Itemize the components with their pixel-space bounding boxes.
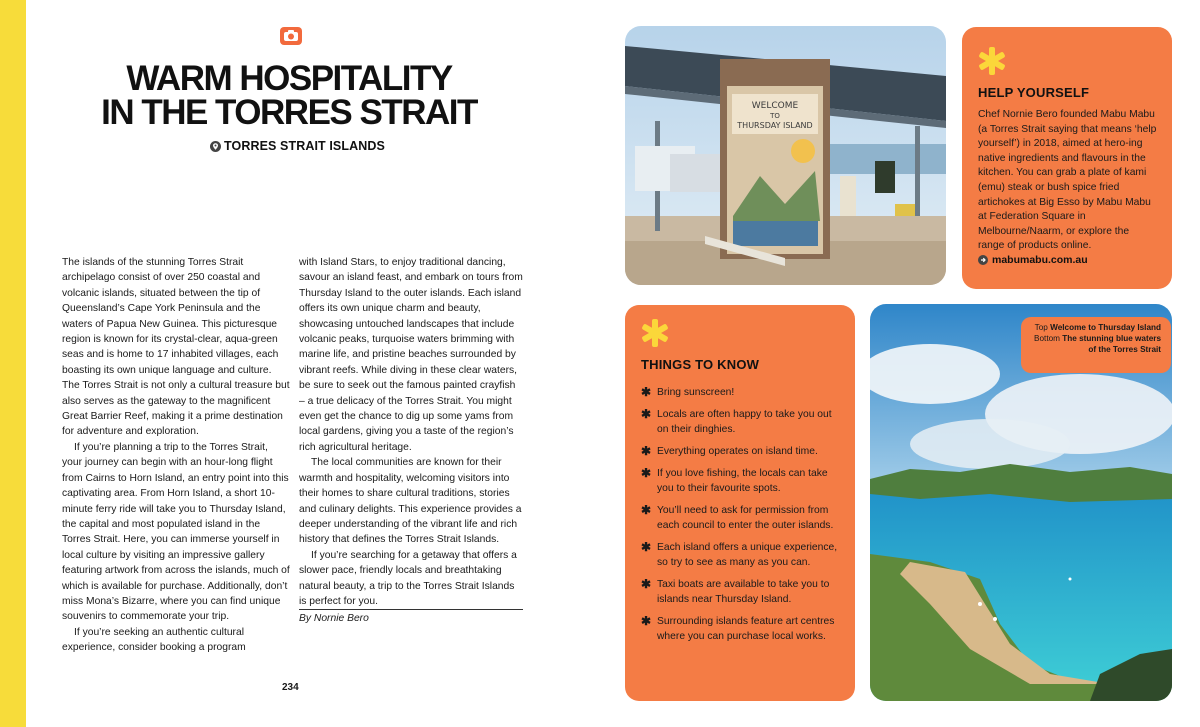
- mabumabu-link[interactable]: [978, 254, 1158, 266]
- list-item: [641, 407, 839, 437]
- list-item-text: Locals are often happy to take you out on their dinghies.: [657, 409, 832, 435]
- list-item-text: Everything operates on island time.: [657, 446, 818, 457]
- help-yourself-heading: HELP YOURSELF: [978, 85, 1090, 100]
- article-paragraph: If you’re planning a trip to the Torres Strait, your journey can begin with an hour-long flight from Cairns to Horn Island, an entry point into this captivating area. From Horn Island, a short 10-minute ferry ride will take you to Thursday Island, the capital and most populated island in the Torres Strait. Here, you can immerse yourself in local culture by visiting an impressive gallery featuring artwork from across the islands, much of which is available for purchase. Additionally, don’t miss Mona’s Bizarre, where you can find unique souvenirs to commemorate your trip.: [62, 441, 290, 623]
- bullet-icon: ✱: [641, 540, 652, 554]
- article-paragraph: The local communities are known for their warmth and hospitality, welcoming visitors into their homes to share cultural traditions, stories and culinary delights. This experience provides a deeper understanding of the vibrant life and rich history that defines the Torres Strait Islands.: [299, 457, 522, 546]
- list-item-text: Taxi boats are available to take you to islands near Thursday Island.: [657, 579, 830, 605]
- bullet-icon: ✱: [641, 614, 652, 628]
- article-paragraph: If you’re searching for a getaway that offers a slower pace, friendly locals and breathtaking natural beauty, a trip to the Torres Strait Islands is perfect for you.: [299, 549, 517, 607]
- web-arrow-icon: [978, 255, 988, 265]
- caption-bottom-text: The stunning blue waters of the Torres Strait: [1062, 334, 1161, 354]
- list-item-text: You’ll need to ask for permission from each council to enter the outer islands.: [657, 505, 834, 531]
- sign-line-1: WELCOME: [751, 101, 799, 111]
- mabumabu-link-text[interactable]: mabumabu.com.au: [992, 253, 1088, 266]
- location-pin-icon: [210, 141, 221, 152]
- photo-thursday-island-shelter: [625, 26, 946, 285]
- title-line-1: WARM HOSPITALITY: [126, 59, 452, 98]
- article-paragraph: The islands of the stunning Torres Strait archipelago consist of over 250 coastal and volcanic islands, situated between the tip of Queensland’s Cape York Peninsula and the waters of Papua New Guinea. This picturesque region is known for its crystal-clear, aqua-green seas and is home to 17 inhabited villages, each boasting its own unique language and culture. The Torres Strait is not only a cultural treasure but also serves as the gateway to the magnificent Great Barrier Reef, making it a prime destination for adventure and exploration.: [62, 257, 290, 438]
- photo-caption: [1021, 317, 1171, 373]
- list-item: [641, 385, 839, 400]
- page-title: [70, 59, 508, 132]
- location-text: TORRES STRAIT ISLANDS: [224, 139, 385, 153]
- caption-bottom: [1027, 333, 1161, 355]
- list-item-text: If you love fishing, the locals can take you to their favourite spots.: [657, 468, 828, 494]
- bullet-icon: ✱: [641, 444, 652, 458]
- sign-line-3: THURSDAY ISLAND: [737, 121, 813, 130]
- article-column-2: [299, 255, 523, 627]
- caption-top: [1027, 322, 1161, 333]
- article-paragraph: with Island Stars, to enjoy traditional dancing, savour an island feast, and embark on tours from Thursday Island to the outer islands. Each island offers its own unique charm and beauty, showcasing untouched landscapes that include volcanic peaks, turquoise waters brimming with marine life, and pristine beaches surrounded by vibrant reefs. While diving in these clear waters, be sure to seek out the famous painted crayfish – a true delicacy of the Torres Strait. You might even get the chance to dig up some yams from local gardens, giving you a taste of the region’s rich agricultural heritage.: [299, 257, 523, 453]
- sign-line-2: TO: [770, 112, 780, 120]
- bullet-icon: ✱: [641, 385, 652, 399]
- article-paragraph: If you’re seeking an authentic cultural experience, consider booking a program: [62, 626, 246, 654]
- caption-bottom-label: Bottom: [1034, 334, 1060, 343]
- bullet-icon: ✱: [641, 577, 652, 591]
- list-item-text: Surrounding islands feature art centres where you can purchase local works.: [657, 616, 835, 642]
- location-label: [210, 139, 385, 153]
- asterisk-star-icon: [641, 319, 669, 347]
- things-to-know-panel: [625, 305, 855, 701]
- list-item: [641, 444, 839, 459]
- things-to-know-list: [641, 385, 839, 644]
- bullet-icon: ✱: [641, 466, 652, 480]
- list-item: [641, 614, 839, 644]
- list-item: [641, 540, 839, 570]
- caption-top-text: Welcome to Thursday Island: [1050, 323, 1161, 332]
- list-item-text: Bring sunscreen!: [657, 387, 735, 398]
- camera-icon: [280, 27, 302, 45]
- list-item-text: Each island offers a unique experience, so try to see as many as you can.: [657, 542, 838, 568]
- list-item: [641, 466, 839, 496]
- article-byline: By Nornie Bero: [299, 609, 523, 626]
- list-item: [641, 503, 839, 533]
- page-spine-stripe: [0, 0, 26, 727]
- things-to-know-heading: THINGS TO KNOW: [641, 357, 760, 372]
- page-number: 234: [282, 682, 299, 693]
- bullet-icon: ✱: [641, 503, 652, 517]
- help-yourself-body: Chef Nornie Bero founded Mabu Mabu (a Torres Strait saying that means ‘help yourself’) in 2018, aimed at hero-ing native ingredients and flavours in the kitchen. You can grab a plate of kami (emu) steak or bush spice fried artichokes at Big Esso by Mabu Mabu at Federation Square in Melbourne/Naarm, or explore the range of products online.: [978, 109, 1157, 252]
- list-item: [641, 577, 839, 607]
- help-yourself-panel: [962, 27, 1172, 289]
- title-line-2: IN THE TORRES STRAIT: [101, 93, 477, 132]
- asterisk-star-icon: [978, 47, 1006, 75]
- bullet-icon: ✱: [641, 407, 652, 421]
- caption-top-label: Top: [1034, 323, 1048, 332]
- article-column-1: [62, 255, 290, 656]
